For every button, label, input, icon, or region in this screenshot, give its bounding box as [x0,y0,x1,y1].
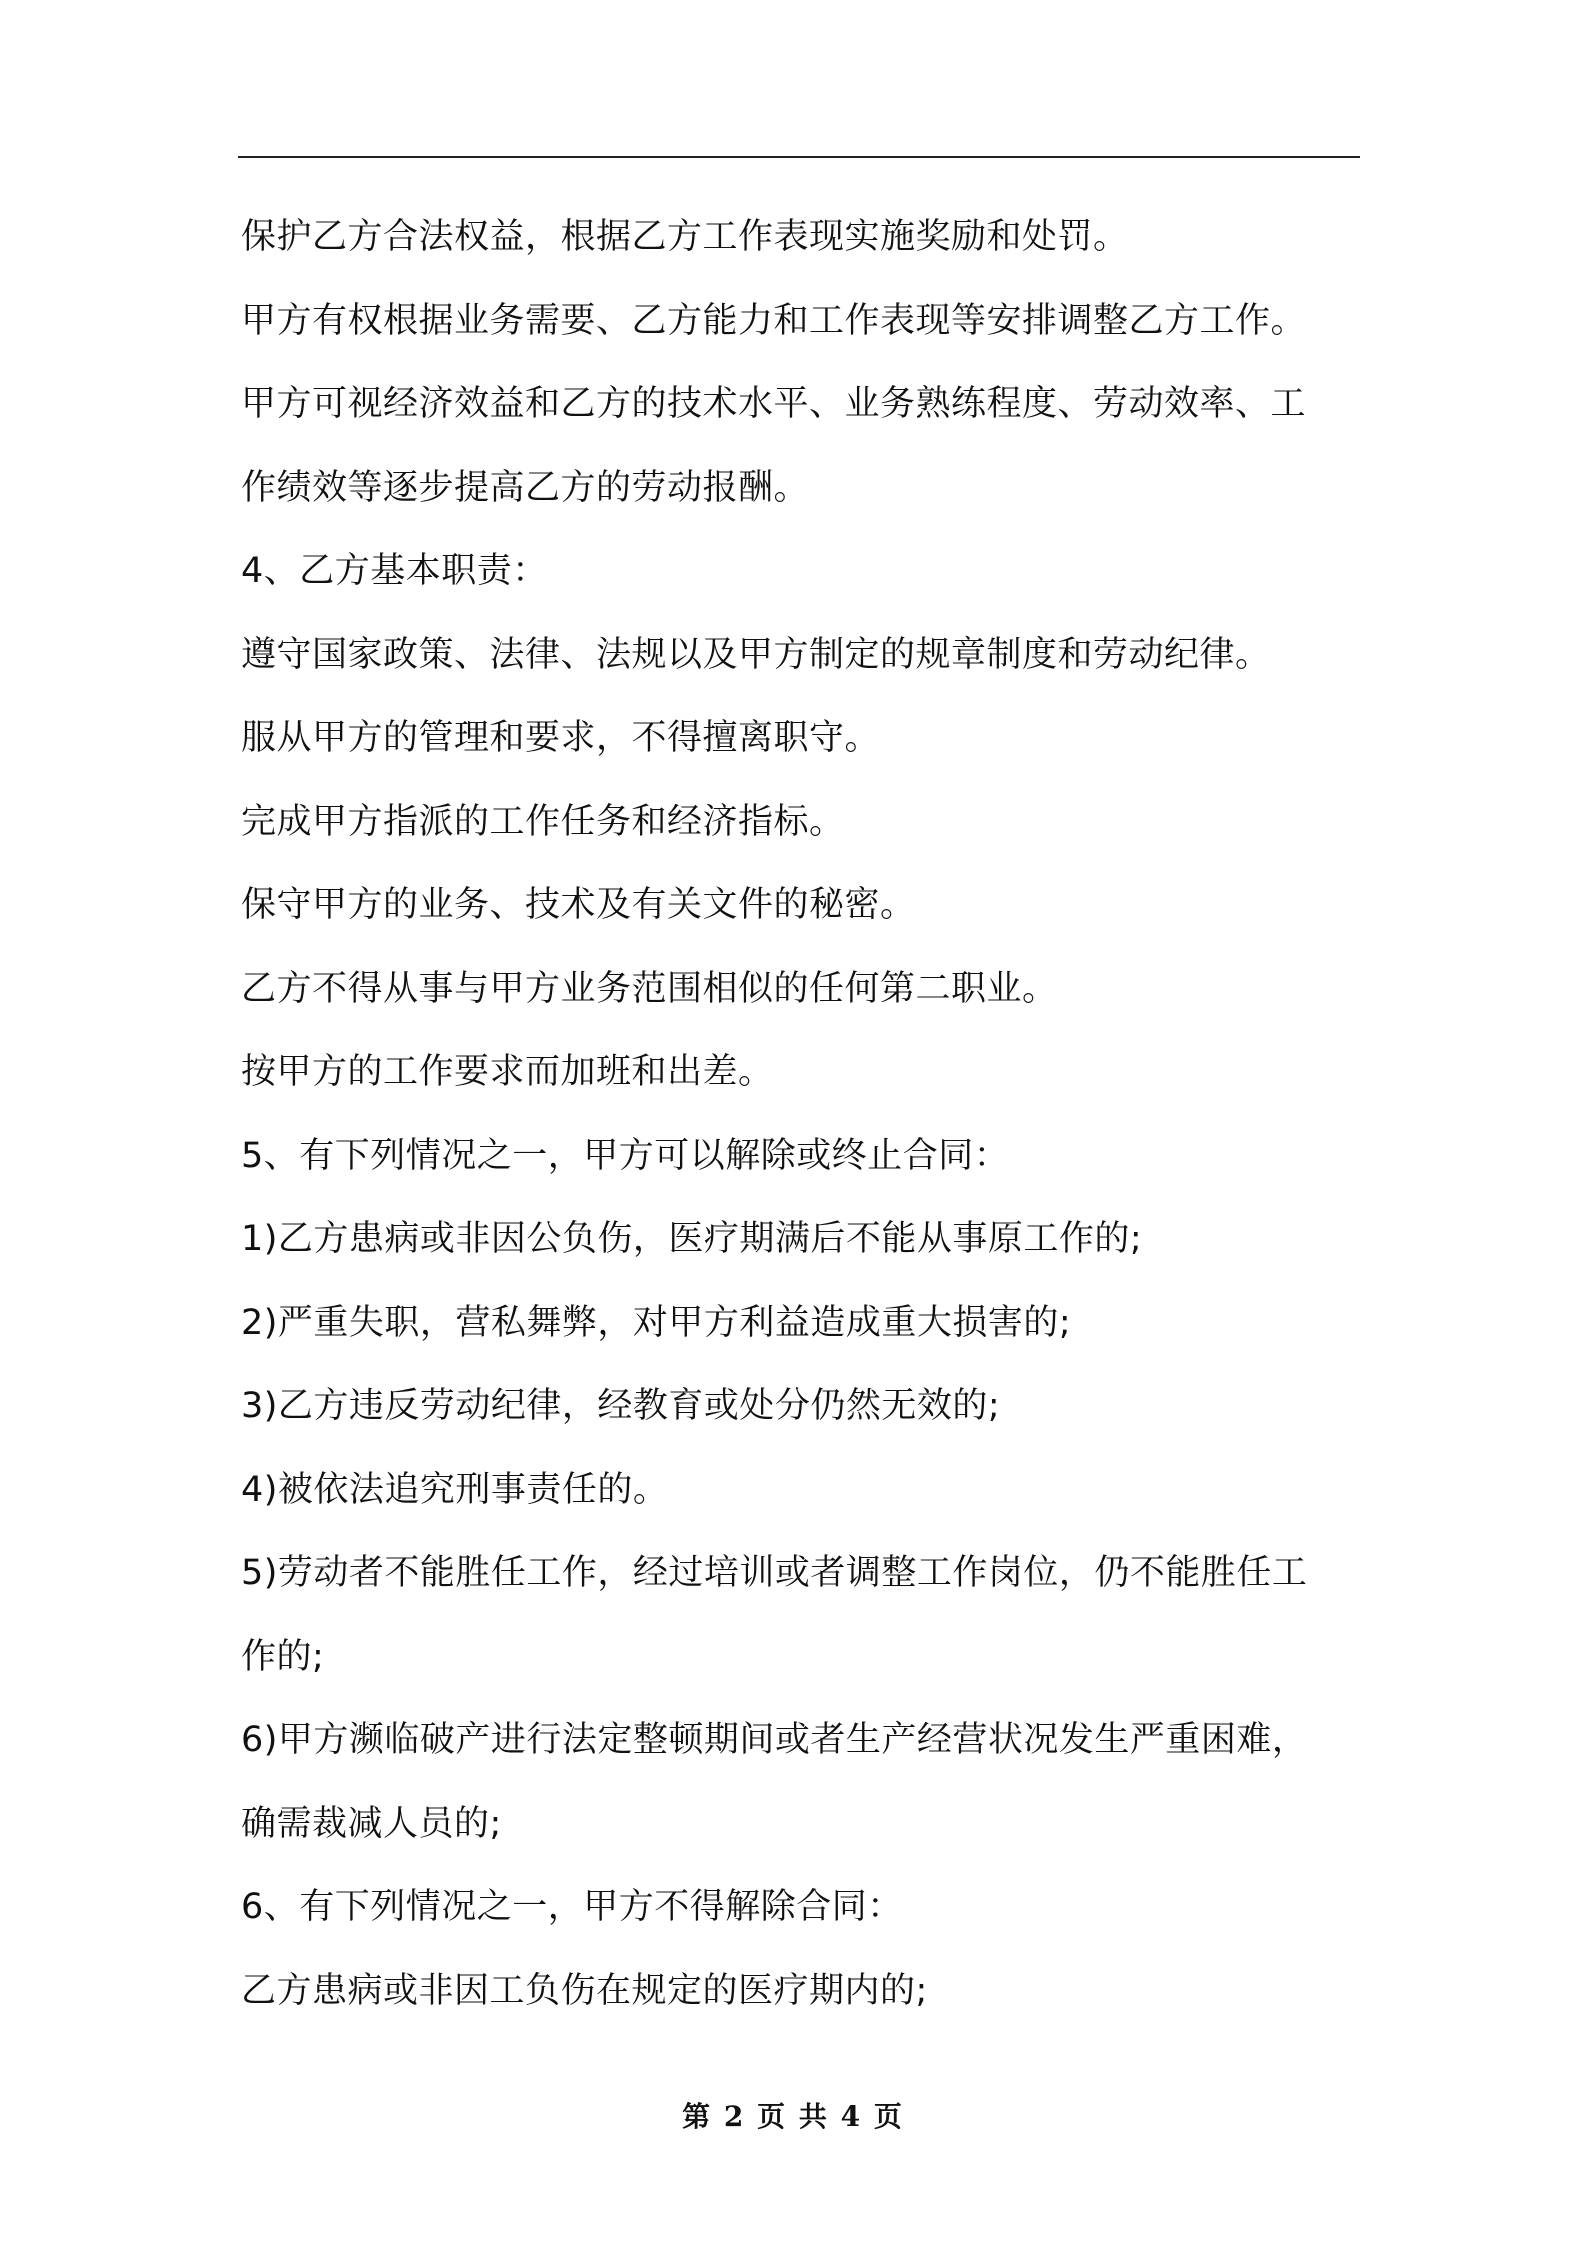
text-line: 5)劳动者不能胜任工作，经过培训或者调整工作岗位，仍不能胜任工 [241,1553,1308,1593]
text-line: 遵守国家政策、法律、法规以及甲方制定的规章制度和劳动纪律。 [241,634,1271,675]
text-line: 2)严重失职，营私舞弊，对甲方利益造成重大损害的; [241,1302,1072,1343]
text-line: 5、有下列情况之一，甲方可以解除或终止合同： [241,1135,1010,1176]
text-line: 4)被依法追究刑事责任的。 [241,1469,669,1510]
text-line: 作的; [241,1636,325,1677]
text-line: 乙方患病或非因工负伤在规定的医疗期内的; [241,1970,928,2011]
page-footer [0,2095,1586,2135]
text-line: 甲方可视经济效益和乙方的技术水平、业务熟练程度、劳动效率、工 [241,384,1307,424]
text-line: 保护乙方合法权益，根据乙方工作表现实施奖励和处罚。 [241,217,1129,257]
text-line: 按甲方的工作要求而加班和出差。 [241,1052,774,1092]
text-line: 1)乙方患病或非因公负伤，医疗期满后不能从事原工作的; [241,1219,1143,1259]
text-line: 确需裁减人员的; [241,1803,502,1844]
text-line: 乙方不得从事与甲方业务范围相似的任何第二职业。 [241,968,1058,1009]
header-rule [238,156,1360,158]
text-line: 6、有下列情况之一，甲方不得解除合同： [241,1887,903,1927]
text-line: 保守甲方的业务、技术及有关文件的秘密。 [241,885,916,925]
text-line: 3)乙方违反劳动纪律，经教育或处分仍然无效的; [241,1386,1001,1426]
text-line: 甲方有权根据业务需要、乙方能力和工作表现等安排调整乙方工作。 [241,300,1307,341]
text-line: 作绩效等逐步提高乙方的劳动报酬。 [241,467,810,508]
document-body [241,196,1371,2033]
text-line: 完成甲方指派的工作任务和经济指标。 [241,801,845,842]
page-number-label: 第 2 页 共 4 页 [682,2100,904,2133]
text-line: 服从甲方的管理和要求，不得擅离职守。 [241,718,881,758]
text-line: 4、乙方基本职责： [241,551,548,591]
text-line: 6)甲方濒临破产进行法定整顿期间或者生产经营状况发生严重困难， [241,1720,1308,1760]
